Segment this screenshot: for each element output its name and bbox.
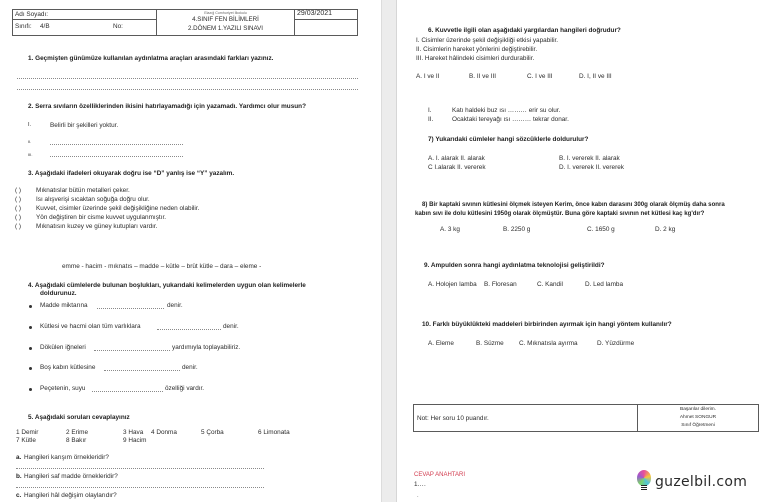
name-label: Adı Soyadı: [15, 11, 49, 18]
q4-item-4-after: denir. [182, 364, 198, 371]
q5-word-4: 4 Donma [151, 429, 177, 436]
q7-sentence-2-num: II. [428, 116, 434, 123]
question-10: 10. Farklı büyüklükteki maddeleri birbirinden ayırmak için hangi yöntem kullanılır? [422, 321, 672, 328]
q8-option-d[interactable]: D. 2 kg [655, 226, 676, 233]
exam-page-2 [397, 0, 768, 502]
question-8-line2: kabın sıvı ile dolu kütlesini 1950g olarak ölçmüştür. Buna göre kaptaki sıvının net kütlesi kaç kg'dır? [415, 210, 705, 217]
question-4-line2: doldurunuz. [40, 290, 77, 297]
q5-sub-c-letter: c. [16, 492, 22, 499]
q6-statement-3: III. Hareket hâlindeki cisimleri durdurabilir. [416, 55, 535, 62]
q5-word-8: 8 Bakır [66, 437, 87, 444]
q4-blank-3[interactable] [94, 350, 170, 351]
bullet-icon [29, 347, 32, 350]
q6-option-c[interactable]: C. I ve III [527, 73, 553, 80]
exam-title-line2: 2.DÖNEM 1.YAZILI SINAVI [187, 25, 264, 32]
bullet-icon [29, 326, 32, 329]
q6-statement-2: II. Cisimlerin hareket yönlerini değiştirebilir. [416, 46, 538, 53]
q4-item-3-before: Dökülen iğneleri [40, 344, 86, 351]
word-bank: emme - hacim - mıknatıs – madde – kütle – brüt kütle – dara – eleme - [62, 263, 262, 270]
q10-option-a[interactable]: A. Eleme [428, 340, 454, 347]
q2-item-1: Belirli bir şekilleri yoktur. [50, 122, 119, 129]
q9-option-b[interactable]: B. Floresan [484, 281, 517, 288]
q4-blank-1[interactable] [97, 308, 164, 309]
exam-date: 29/03/2021 [297, 10, 333, 17]
q2-answer-line-2[interactable] [50, 144, 183, 145]
q8-option-c[interactable]: C. 1650 g [587, 226, 615, 233]
answer-paren[interactable]: ( ) [15, 196, 22, 203]
q4-item-3-after: yardımıyla toplayabiliriz. [172, 344, 241, 351]
class-label: Sınıfı: [15, 23, 32, 30]
bullet-icon [29, 388, 32, 391]
q7-option-d[interactable]: D. I. vererek II. vererek [559, 164, 624, 171]
grading-note: Not: Her soru 10 puandır. [417, 415, 489, 422]
bullet-icon [29, 305, 32, 308]
q7-option-a[interactable]: A. I. alarak II. alarak [428, 155, 485, 162]
school-name: Elazığ Cumhuriyet İlkokulu [204, 11, 247, 15]
question-9: 9. Ampulden sonra hangi aydınlatma teknolojisi geliştirildi? [424, 262, 605, 269]
q4-blank-4[interactable] [104, 370, 180, 371]
q5-sub-a-letter: a. [16, 454, 22, 461]
q7-option-b[interactable]: B. I. vererek II. alarak [559, 155, 620, 162]
q5-word-2: 2 Erime [66, 429, 89, 436]
q4-item-5-after: özelliği vardır. [165, 385, 205, 392]
q5-word-6: 6 Limonata [258, 429, 290, 436]
q10-option-b[interactable]: B. Süzme [476, 340, 504, 347]
q5-sub-b: Hangileri saf madde örnekleridir? [24, 473, 118, 480]
q3-statement-1: Mıknatıslar bütün metalleri çeker. [36, 187, 130, 194]
answer-paren[interactable]: ( ) [15, 187, 22, 194]
answer-paren[interactable]: ( ) [15, 205, 22, 212]
q4-item-2-after: denir. [223, 323, 239, 330]
footer-note-table [413, 404, 759, 432]
question-8-line1: 8) Bir kaptaki sıvının kütlesini ölçmek isteyen Kerim, önce kabın darasını 300g olarak ölçmüş daha sonra [422, 201, 725, 208]
q10-option-d[interactable]: D. Yüzdürme [597, 340, 635, 347]
q4-item-4-before: Boş kabın kütlesine [40, 364, 96, 371]
q5-word-1: 1 Demir [16, 429, 39, 436]
q4-item-1-before: Madde miktarına [40, 302, 88, 309]
q5-sub-a: Hangileri karışım örnekleridir? [24, 454, 109, 461]
q4-item-1-after: denir. [167, 302, 183, 309]
q6-option-b[interactable]: B. II ve III [469, 73, 496, 80]
number-label: No: [113, 23, 123, 30]
answer-key-item-1: 1…. [414, 481, 426, 488]
question-7: 7) Yukarıdaki cümleler hangi sözcüklerle doldurulur? [428, 136, 589, 143]
q9-option-c[interactable]: C. Kandil [537, 281, 563, 288]
lightbulb-base-icon [641, 485, 647, 490]
exam-title-line1: 4.SINIF FEN BİLİMLERİ [192, 16, 259, 23]
answer-paren[interactable]: ( ) [15, 223, 22, 230]
q3-statement-2: Isı alışverişi sıcaktan soğuğa doğru olur. [36, 196, 150, 203]
q2-item-2-num: II. [28, 139, 32, 144]
q5-word-5: 5 Çorba [201, 429, 224, 436]
exam-page-1 [0, 0, 381, 502]
page-gutter [381, 0, 397, 502]
watermark-text: guzelbil.com [655, 474, 748, 490]
q2-answer-line-3[interactable] [50, 156, 183, 157]
question-4-line1: 4. Aşağıdaki cümlelerde bulunan boşlukları, yukarıdaki kelimelerden uygun olan kelimelerle [28, 282, 306, 289]
q7-option-c[interactable]: C I.alarak II. vererek [428, 164, 486, 171]
question-2: 2. Serra sıvıların özelliklerinden ikisini hatırlayamadığı için yazamadı. Yardımcı olur musun? [28, 103, 306, 110]
q6-option-d[interactable]: D. I, II ve III [579, 73, 612, 80]
q8-option-b[interactable]: B. 2250 g [503, 226, 531, 233]
q5-sub-b-letter: b. [16, 473, 22, 480]
q4-blank-5[interactable] [92, 391, 163, 392]
q2-item-3-num: III. [28, 152, 33, 157]
answer-line-q1-1[interactable] [17, 78, 358, 79]
q5-answer-line-b[interactable] [16, 487, 264, 488]
q4-item-5-before: Peçetenin, suyu [40, 385, 86, 392]
q6-option-a[interactable]: A. I ve II [416, 73, 440, 80]
wish-text: Başarılar dilerim. [680, 407, 716, 412]
q3-statement-4: Yön değiştiren bir cisme kuvvet uygulanmıştır. [36, 214, 166, 221]
answer-paren[interactable]: ( ) [15, 214, 22, 221]
lightbulb-icon [637, 470, 651, 486]
question-6: 6. Kuvvetle ilgili olan aşağıdaki yargılardan hangileri doğrudur? [428, 27, 621, 34]
q5-answer-line-a[interactable] [16, 468, 264, 469]
q9-option-d[interactable]: D. Led lamba [585, 281, 624, 288]
q8-option-a[interactable]: A. 3 kg [440, 226, 460, 233]
question-3: 3. Aşağıdaki ifadeleri okuyarak doğru ise “D” yanlış ise “Y” yazalım. [28, 170, 235, 177]
teacher-name: Ahmet SONGUR [679, 415, 717, 420]
q9-option-a[interactable]: A. Holojen lamba [428, 281, 477, 288]
q5-word-3: 3 Hava [123, 429, 144, 436]
answer-key-dot: · [417, 494, 419, 500]
question-1: 1. Geçmişten günümüze kullanılan aydınlatma araçları arasındaki farkları yazınız. [28, 55, 274, 62]
q5-word-7: 7 Kütle [16, 437, 36, 444]
answer-line-q1-2[interactable] [17, 89, 358, 90]
q7-sentence-2: Ocaktaki tereyağı ısı ……… tekrar donar. [452, 116, 569, 123]
q2-item-1-num: I. [28, 122, 32, 128]
q5-sub-c: Hangileri hâl değişim olaylarıdır? [24, 492, 117, 499]
q3-statement-3: Kuvvet, cisimler üzerinde şekil değişikliğine neden olabilir. [36, 205, 200, 212]
answer-key-title: CEVAP ANAHTARI [414, 472, 466, 478]
bullet-icon [29, 367, 32, 370]
class-value: 4/B [40, 23, 50, 30]
q7-sentence-1-num: I. [428, 107, 432, 114]
q3-statement-5: Mıknatısın kuzey ve güney kutupları vardır. [36, 223, 158, 230]
teacher-role: Sınıf Öğretmeni [681, 423, 715, 428]
q6-statement-1: I. Cisimler üzerinde şekil değişikliği etkisi yapabilir. [416, 37, 559, 44]
q4-item-2-before: Kütlesi ve hacmi olan tüm varlıklara [40, 323, 141, 330]
question-5: 5. Aşağıdaki soruları cevaplayınız [28, 414, 130, 421]
q5-word-9: 9 Hacim [123, 437, 147, 444]
exam-header-table [12, 9, 358, 36]
q10-option-c[interactable]: C. Mıknatısla ayırma [519, 340, 578, 347]
q7-sentence-1: Katı haldeki buz ısı ……… erir su olur. [452, 107, 561, 114]
q4-blank-2[interactable] [157, 329, 221, 330]
